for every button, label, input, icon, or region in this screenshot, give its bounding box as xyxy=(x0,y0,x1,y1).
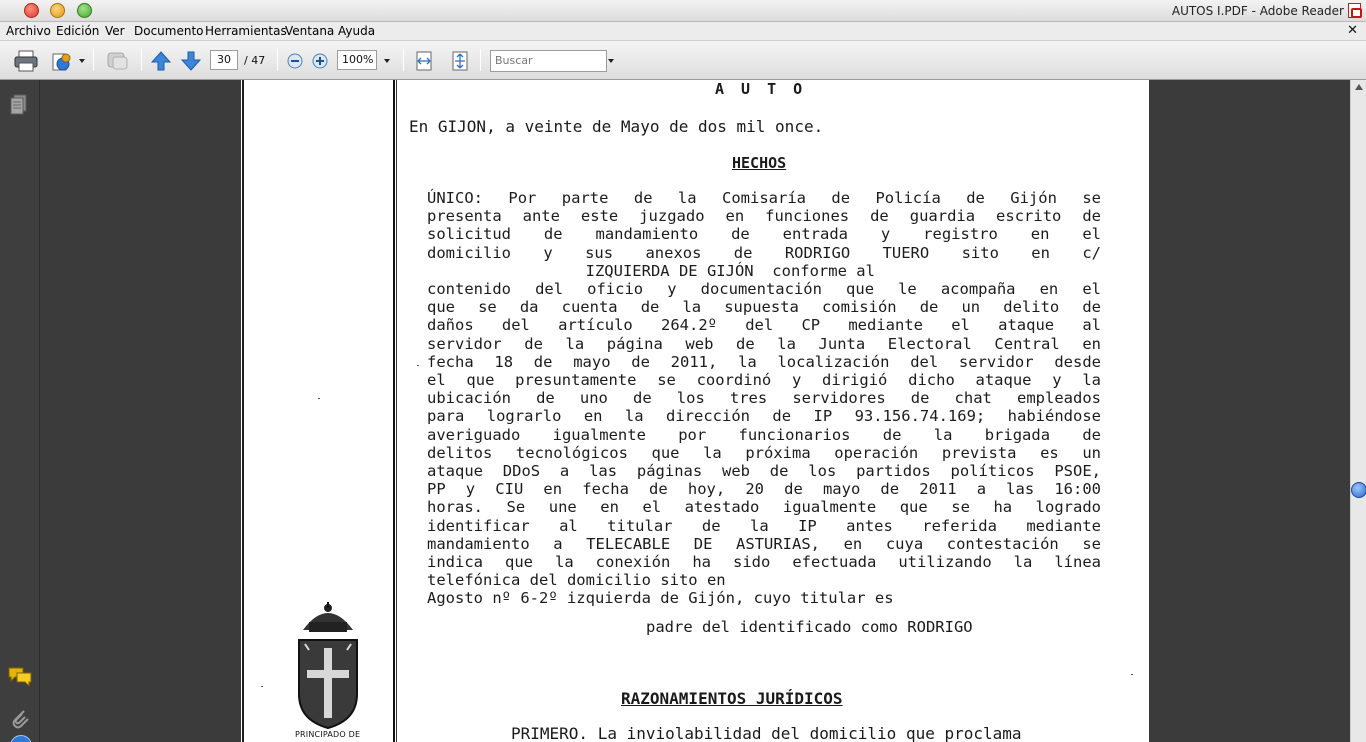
vertical-scrollbar[interactable] xyxy=(1350,80,1366,742)
pages-panel-icon[interactable] xyxy=(9,93,29,117)
body-line: indica que la conexión ha sido efectuada utilizando la línea xyxy=(427,553,1101,571)
menu-documento[interactable]: Documento xyxy=(134,24,204,38)
margin-line-inner xyxy=(396,80,397,742)
search-input[interactable]: Buscar xyxy=(490,50,607,72)
zoom-level-input[interactable]: 100% xyxy=(337,50,377,70)
maximize-window-button[interactable] xyxy=(77,3,92,18)
next-page-icon[interactable] xyxy=(181,50,201,72)
scroll-up-arrow[interactable] xyxy=(1355,84,1363,90)
body-line: el que presuntamente se coordinó y dirigió dicho ataque y la xyxy=(427,371,1101,389)
help-icon[interactable] xyxy=(10,735,32,742)
body-line: fecha 18 de mayo de 2011, la localización del servidor desde xyxy=(427,352,1101,371)
body-line: identificar al titular de la IP antes referida mediante xyxy=(427,516,1101,535)
scroll-thumb[interactable] xyxy=(1351,482,1366,498)
body-line: IZQUIERDA DE GIJÓN conforme al xyxy=(427,261,875,280)
page-edge-line xyxy=(242,80,244,742)
title-bar xyxy=(0,0,1366,22)
body-line: horas. Se une en el atestado igualmente que se ha logrado xyxy=(427,498,1101,517)
section-heading-razonamientos: RAZONAMIENTOS JURÍDICOS xyxy=(621,689,843,708)
toolbar-separator xyxy=(141,49,142,71)
pdf-page xyxy=(241,80,1149,742)
date-line: En GIJON, a veinte de Mayo de dos mil once. xyxy=(409,117,824,136)
menu-herramientas[interactable]: Herramientas xyxy=(205,24,287,38)
body-line: PP y CIU en fecha de hoy, 20 de mayo de 2011 a las 16:00 xyxy=(427,480,1101,499)
menu-edicion[interactable]: Edición xyxy=(56,24,100,38)
body-line: ÚNICO: Por parte de la Comisaría de Policía de Gijón se xyxy=(427,189,1101,207)
zoom-dropdown-arrow[interactable] xyxy=(384,59,390,63)
menu-archivo[interactable]: Archivo xyxy=(6,24,51,38)
body-line: solicitud de mandamiento de entrada y registro en el xyxy=(427,225,1101,244)
document-title: A U T O xyxy=(715,80,807,98)
crest-caption: PRINCIPADO DE xyxy=(295,730,361,739)
menu-ventana[interactable]: Ventana xyxy=(285,24,335,38)
search-dropdown-arrow[interactable] xyxy=(608,59,614,63)
body-line: domicilio y sus anexos de RODRIGO TUERO sito en c/ xyxy=(427,243,1101,262)
previous-page-icon[interactable] xyxy=(151,50,171,72)
close-document-icon[interactable]: ✕ xyxy=(1347,23,1358,38)
toolbar xyxy=(0,41,1366,80)
attachments-icon[interactable] xyxy=(9,706,31,730)
fit-page-icon[interactable] xyxy=(450,50,470,72)
body-line: averiguado igualmente por funcionarios de la brigada de xyxy=(427,425,1101,444)
toolbar-separator xyxy=(480,49,481,71)
toolbar-separator xyxy=(403,49,404,71)
toolbar-separator xyxy=(93,49,94,71)
share-pages-icon[interactable] xyxy=(50,50,74,72)
body-line: Agosto nº 6-2º izquierda de Gijón, cuyo titular es xyxy=(427,589,894,608)
scan-speck xyxy=(318,398,320,399)
document-viewer[interactable] xyxy=(40,80,1350,742)
close-window-button[interactable] xyxy=(24,3,39,18)
collaborate-icon[interactable] xyxy=(104,50,130,72)
scan-speck xyxy=(261,686,263,687)
page-total: / 47 xyxy=(244,54,266,67)
body-line: ataque DDoS a las páginas web de los partidos políticos PSOE, xyxy=(427,462,1101,480)
body-line: daños del artículo 264.2º del CP mediante el ataque al xyxy=(427,316,1101,335)
toolbar-separator xyxy=(277,49,278,71)
body-line: delitos tecnológicos que la próxima operación prevista es un xyxy=(427,443,1101,462)
menu-ver[interactable]: Ver xyxy=(105,24,125,38)
body-line: presenta ante este juzgado en funciones de guardia escrito de xyxy=(427,207,1101,226)
father-line: padre del identificado como RODRIGO xyxy=(646,618,973,636)
minimize-window-button[interactable] xyxy=(50,3,65,18)
zoom-out-icon[interactable] xyxy=(286,50,304,72)
body-line: para lograrlo en la dirección de IP 93.156.74.169; habiéndose xyxy=(427,407,1101,426)
body-line: servidor de la página web de la Junta Electoral Central en xyxy=(427,334,1101,353)
fit-width-icon[interactable] xyxy=(414,50,434,72)
body-line: contenido del oficio y documentación que le acompaña en el xyxy=(427,280,1101,298)
scan-speck xyxy=(1131,674,1133,675)
body-line: telefónica del domicilio sito en xyxy=(427,571,726,590)
margin-line xyxy=(393,80,395,742)
body-line: que se da cuenta de la supuesta comisión de un delito de xyxy=(427,298,1101,317)
body-line: mandamiento a TELECABLE DE ASTURIAS, en cuya contestación se xyxy=(427,534,1101,553)
body-line: ubicación de uno de los tres servidores de chat empleados xyxy=(427,389,1101,408)
section-heading-hechos: HECHOS xyxy=(732,154,787,172)
print-icon[interactable] xyxy=(14,50,38,72)
primero-line: PRIMERO. La inviolabilidad del domicilio que proclama xyxy=(511,724,1022,742)
navigation-panel xyxy=(0,80,40,742)
menu-ayuda[interactable]: Ayuda xyxy=(338,24,376,38)
scan-speck xyxy=(417,365,419,366)
share-dropdown-arrow[interactable] xyxy=(79,59,85,63)
coat-of-arms-logo xyxy=(293,602,363,730)
page-number-input[interactable]: 30 xyxy=(210,50,238,70)
window-title: AUTOS I.PDF - Adobe Reader xyxy=(1171,4,1344,18)
menu-bar xyxy=(0,22,1366,41)
comments-icon[interactable] xyxy=(7,665,33,687)
pdf-app-icon xyxy=(1348,3,1361,18)
zoom-in-icon[interactable] xyxy=(311,50,329,72)
